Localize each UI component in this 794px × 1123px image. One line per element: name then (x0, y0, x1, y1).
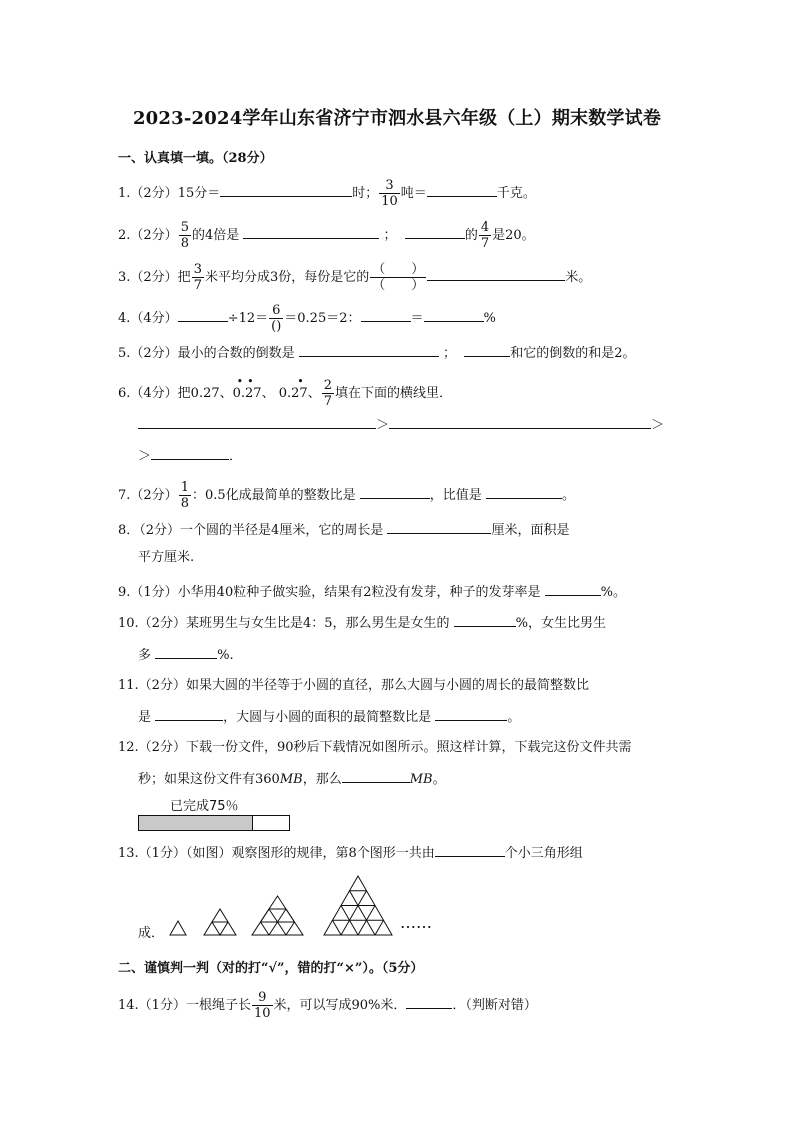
answer-blank[interactable] (342, 768, 410, 783)
answer-blank[interactable] (361, 307, 411, 322)
triangle-figure-2 (204, 909, 236, 935)
answer-blank[interactable] (138, 414, 376, 429)
progress-label: 已完成75％ (170, 799, 239, 814)
answer-blank[interactable] (424, 307, 484, 322)
ellipsis: …… (400, 913, 432, 932)
triangle-figure-1 (170, 921, 186, 935)
page-title: 2023-2024学年山东省济宁市泗水县六年级（上）期末数学试卷 (132, 108, 662, 129)
answer-blank[interactable] (435, 842, 505, 857)
question-6: 6.（4分）把0.27、 •• 0.27、 • 0.27、 $\frac{2}{7}$ 填在下面的横线里． (118, 375, 452, 409)
question-2: 2.（2分） $\frac{5}{8}$ 的4倍是 ； 的 $\frac{4}{7}$ 是20。 (118, 220, 535, 251)
question-8: 8．（2分）一个圆的半径是4厘米，它的周长是 厘米，面积是 (118, 519, 676, 541)
question-12: 12.（2分）下载一份文件，90秒后下载情况如图所示。照这样计算，下载完这份文件共需 (118, 740, 632, 755)
question-11-line-2: 是 ，大圆与小圆的面积的最简整数比是 。 (138, 706, 676, 728)
question-6-answer-line-2: ＞ ． (138, 445, 676, 467)
section-1-heading: 一、认真填一填。（28分） (118, 151, 273, 166)
question-4: 4.（4分） ÷12＝ $\frac{6}{()}$ ＝0.25＝2： ＝ % (118, 303, 496, 334)
answer-blank[interactable] (406, 994, 452, 1009)
answer-blank[interactable] (299, 342, 439, 357)
question-13: 13.（1分）（如图）观察图形的规律，第8个图形一共由 个小三角形组 (118, 842, 676, 864)
question-5: 5.（2分）最小的合数的倒数是 ； 和它的倒数的和是2。 (118, 342, 676, 364)
question-10-line-2: 多 %. (138, 644, 676, 666)
question-14: 14.（1分）一根绳子长 $\frac{9}{10}$ 米，可以写成90%米． ．（判断对错） (118, 990, 537, 1021)
answer-blank[interactable] (155, 644, 217, 659)
answer-blank[interactable] (545, 581, 601, 596)
download-progress-bar (138, 815, 290, 831)
section-2-heading: 二、谨慎判一判（对的打“√”，错的打“×”）。（5分） (118, 961, 424, 976)
answer-blank[interactable] (360, 484, 430, 499)
question-6-answer-line: ＞ ＞ (138, 414, 676, 436)
answer-blank[interactable] (243, 224, 379, 239)
triangle-figure-3 (252, 896, 303, 935)
answer-blank[interactable] (389, 414, 651, 429)
answer-blank[interactable] (435, 706, 507, 721)
triangle-figure-4 (324, 876, 392, 935)
question-3: 3.（2分）把 $\frac{3}{7}$ 米平均分成3份，每份是它的 $\frac{( )}{( )}$ 米。 (118, 262, 592, 293)
question-7: 7.（2分） $\frac{1}{8}$ ：0.5化成最简单的整数比是 ，比值是 。 (118, 480, 575, 511)
answer-blank[interactable] (427, 266, 565, 281)
question-8-line-2: 平方厘米. (138, 550, 195, 565)
answer-blank[interactable] (220, 182, 352, 197)
triangle-pattern-figure (160, 872, 460, 942)
question-10: 10.（2分）某班男生与女生比是4：5，那么男生是女生的 %，女生比男生 (118, 612, 676, 634)
answer-blank[interactable] (178, 307, 228, 322)
question-9: 9.（1分）小华用40粒种子做实验，结果有2粒没有发芽，种子的发芽率是 %。 (118, 581, 676, 603)
answer-blank[interactable] (464, 342, 510, 357)
answer-blank[interactable] (151, 445, 229, 460)
question-1: 1.（2分）15分＝ 时； $\frac{3}{10}$ 吨＝ 千克。 (118, 178, 536, 209)
answer-blank[interactable] (387, 519, 491, 534)
download-progress-fill (139, 816, 253, 830)
answer-blank[interactable] (427, 182, 497, 197)
answer-blank[interactable] (486, 484, 562, 499)
question-12-line-2: 秒；如果这份文件有360MB，那么 MB。 (138, 768, 676, 790)
answer-blank[interactable] (454, 612, 516, 627)
answer-blank[interactable] (405, 224, 465, 239)
question-11: 11.（2分）如果大圆的半径等于小圆的直径，那么大圆与小圆的周长的最简整数比 (118, 678, 589, 693)
question-13-line-2: 成． (138, 926, 165, 941)
answer-blank[interactable] (155, 706, 223, 721)
